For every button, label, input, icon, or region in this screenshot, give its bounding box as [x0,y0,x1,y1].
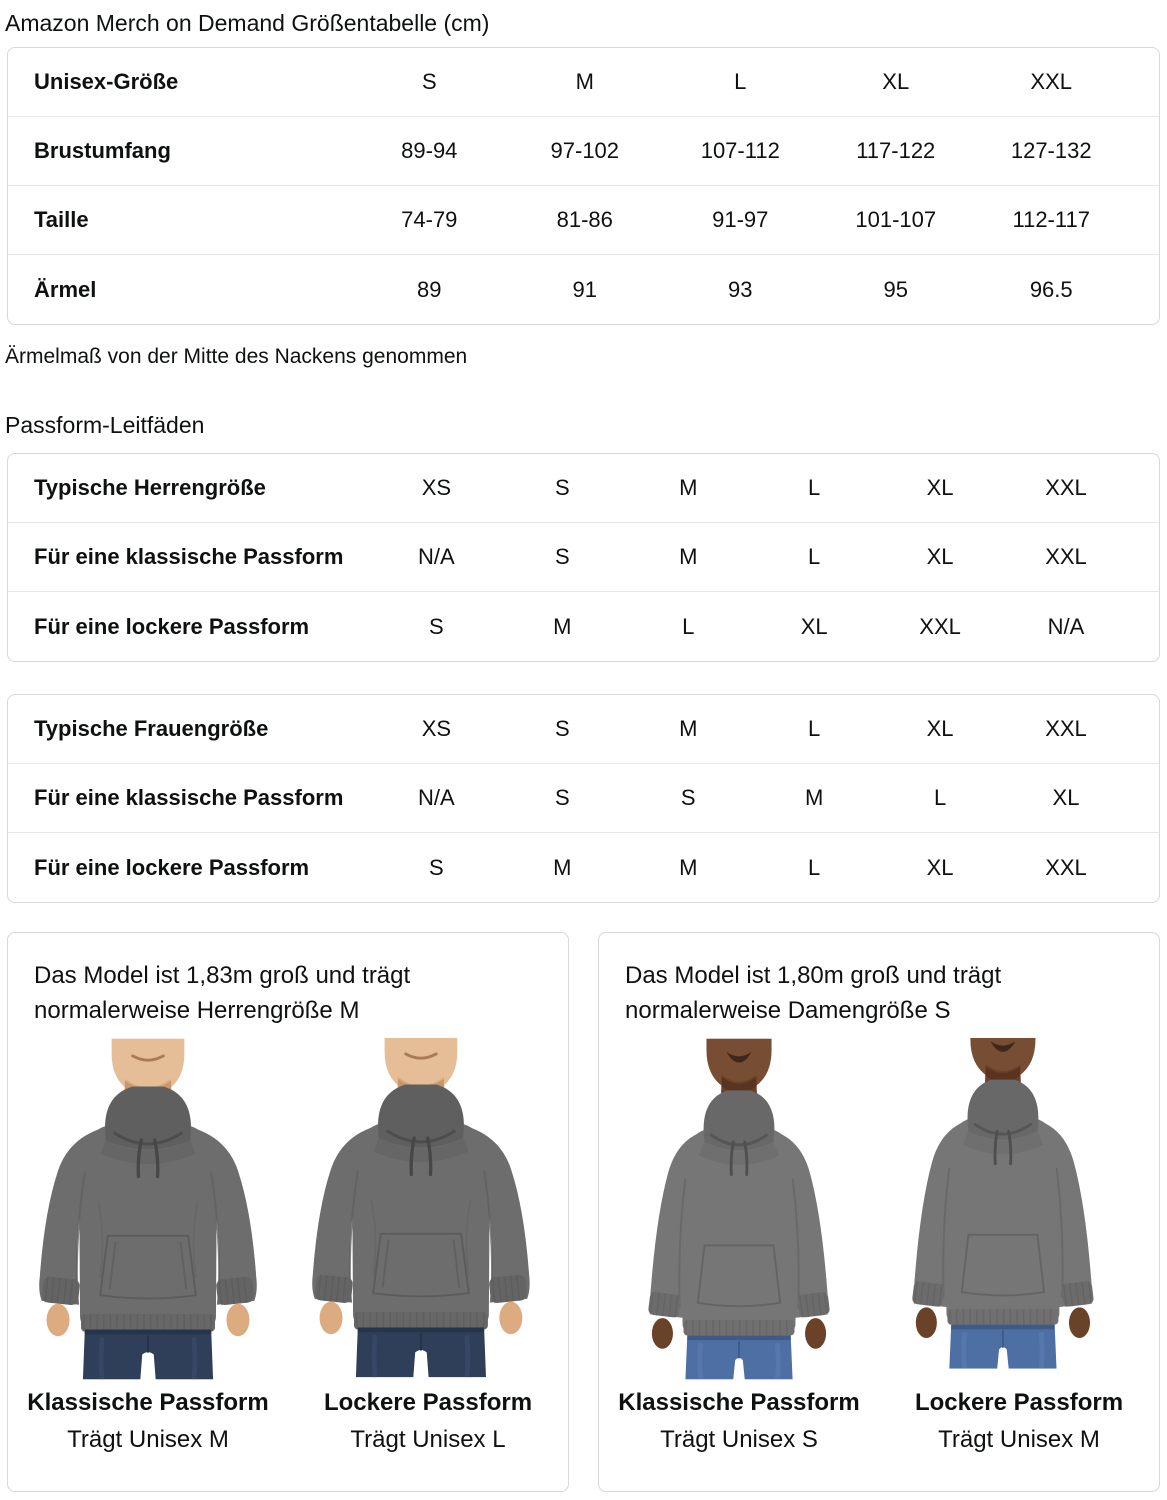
row-label-loose-fit: Für eine lockere Passform [34,613,310,639]
fit-size-cell: L [682,613,695,639]
fit-size-cell: L [808,854,821,880]
table-row-loose-fit [8,833,1159,902]
fit-size-cell: S [554,544,570,569]
row-label-chest: Brustumfang [34,138,171,163]
row-label-loose-fit: Für eine lockere Passform [34,854,310,880]
table-header-row [8,48,1159,117]
fit-size-cell: M [679,544,698,569]
sleeve-measure-note: Ärmelmaß von der Mitte des Nackens genommen [5,345,468,368]
row-label-typical-mens-size: Typische Herrengröße [34,475,266,500]
fit-size-cell: XXL [1045,716,1087,741]
fit-size-cell: S [554,716,570,741]
fit-size-cell: XL [800,613,828,639]
waist-value: 101-107 [855,207,937,232]
table-row-loose-fit [8,592,1159,661]
female-model-card [598,932,1160,1492]
fit-size-cell: XXL [1045,475,1087,500]
fit-size-cell: L [808,544,821,569]
fit-size-cell: XXL [1045,854,1087,880]
fit-size-cell: L [808,475,821,500]
row-label-unisex-size: Unisex-Größe [34,69,179,94]
sleeve-value: 96.5 [1029,276,1073,302]
model-photo-female-loose-fit [885,1038,1153,1380]
size-label: Trägt Unisex L [350,1426,506,1453]
table-row-waist [8,186,1159,255]
size-label: Trägt Unisex M [938,1426,1100,1453]
fit-size-cell: M [679,716,698,741]
size-col-m: M [575,69,594,94]
sleeve-value: 95 [883,276,908,302]
fit-size-cell: XL [926,716,954,741]
female-model-description: Das Model ist 1,80m groß und trägt normalerweise Damengröße S [625,962,1002,1024]
model-photo-female-classic-fit [605,1038,873,1380]
size-col-l: L [734,69,747,94]
chest-value: 117-122 [856,138,936,163]
fit-label: Lockere Passform [914,1389,1124,1416]
row-label-classic-fit: Für eine klassische Passform [34,544,344,569]
fit-size-cell: S [429,613,444,639]
waist-value: 112-117 [1012,207,1090,232]
fit-size-cell: N/A [418,544,455,569]
table-row-classic-fit [8,523,1159,592]
size-col-xl: XL [882,69,910,94]
model-photo-male-classic-fit [14,1038,282,1380]
chest-value: 97-102 [550,138,620,163]
table-row-chest [8,117,1159,186]
fit-size-cell: XL [1052,785,1080,810]
fit-size-cell: M [679,854,698,880]
fit-size-cell: XXL [1045,544,1087,569]
row-label-waist: Taille [34,207,89,232]
fit-size-cell: M [805,785,824,810]
table-row-sleeve [8,255,1159,324]
table-header-row [8,454,1159,523]
table-header-row [8,695,1159,764]
mens-fit-table [7,453,1160,662]
row-label-sleeve: Ärmel [34,276,97,302]
fit-size-cell: S [554,475,570,500]
fit-size-cell: M [679,475,698,500]
waist-value: 91-97 [712,207,769,232]
male-model-card [7,932,569,1492]
fit-size-cell: XL [926,854,954,880]
fit-size-cell: XL [926,544,954,569]
womens-fit-table [7,694,1160,903]
fit-size-cell: XXL [919,613,961,639]
chest-value: 89-94 [401,138,458,163]
fit-size-cell: L [933,785,947,810]
sleeve-value: 89 [417,276,442,302]
chest-value: 107-112 [700,138,780,163]
size-col-s: S [421,69,437,94]
fit-size-cell: L [808,716,821,741]
fit-size-cell: S [680,785,696,810]
fit-size-cell: M [553,854,572,880]
row-label-classic-fit: Für eine klassische Passform [34,785,344,810]
fit-size-cell: M [553,613,572,639]
fit-label: Klassische Passform [27,1389,269,1416]
size-label: Trägt Unisex S [660,1426,818,1453]
sleeve-value: 93 [728,276,753,302]
size-label: Trägt Unisex M [67,1426,229,1453]
fit-size-cell: XS [421,716,452,741]
model-figure [879,1038,1159,1455]
chest-value: 127-132 [1010,138,1092,163]
row-label-typical-womens-size: Typische Frauengröße [34,716,269,741]
fit-size-cell: XS [421,475,452,500]
model-cards-row [7,932,1160,1492]
sleeve-value: 91 [572,276,598,302]
male-model-description: Das Model ist 1,83m groß und trägt normalerweise Herrengröße M [34,962,411,1024]
unisex-size-table [7,47,1160,325]
fit-label: Lockere Passform [323,1389,533,1416]
model-figure [599,1038,879,1455]
fit-size-cell: S [554,785,570,810]
page-title: Amazon Merch on Demand Größentabelle (cm) [5,10,490,36]
fit-size-cell: S [429,854,444,880]
waist-value: 81-86 [556,207,613,232]
fit-guides-heading: Passform-Leitfäden [5,412,205,438]
male-model-figures [8,1038,568,1455]
model-figure [8,1038,288,1455]
model-photo-male-loose-fit [294,1038,562,1380]
female-model-figures [599,1038,1159,1455]
table-row-classic-fit [8,764,1159,833]
fit-label: Klassische Passform [618,1389,860,1416]
fit-size-cell: XL [926,475,954,500]
fit-size-cell: N/A [418,785,455,810]
waist-value: 74-79 [401,207,458,232]
model-figure [288,1038,568,1455]
size-col-xxl: XXL [1030,69,1073,94]
fit-size-cell: N/A [1047,613,1085,639]
